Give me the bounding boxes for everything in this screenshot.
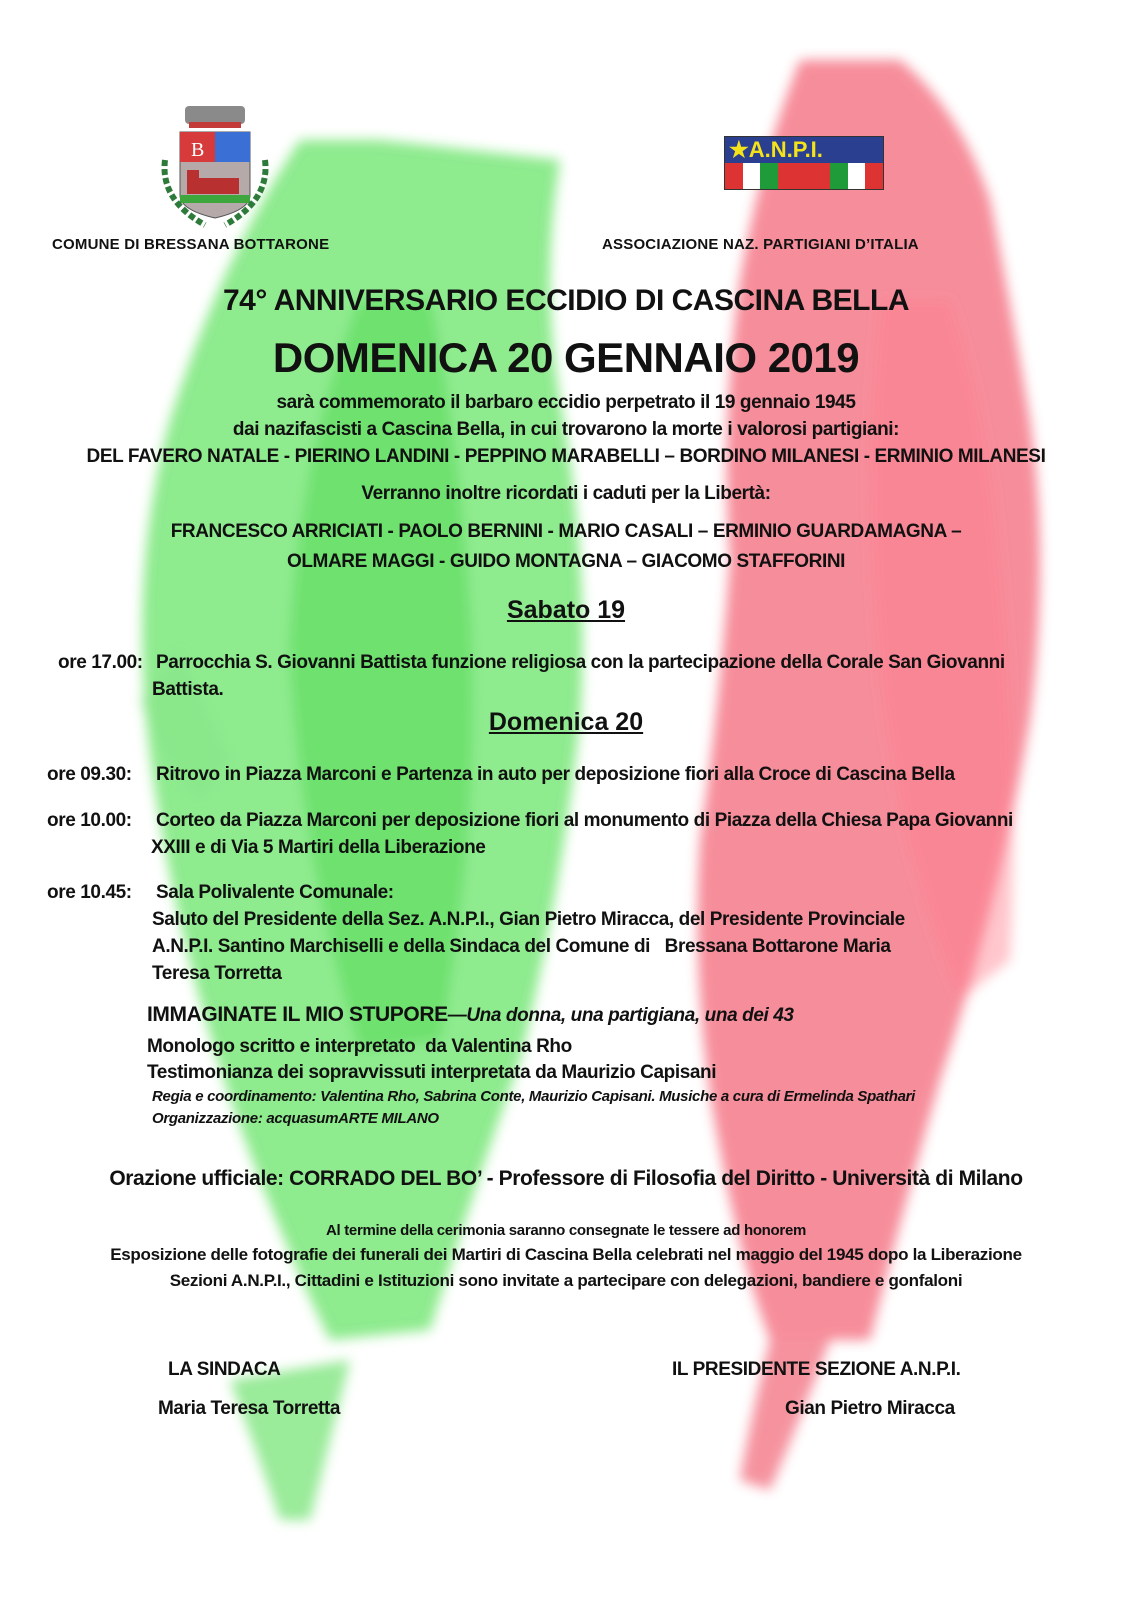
show-monologue: Monologo scritto e interpretato da Valentina Rho [147, 1036, 572, 1057]
signature-right-name: Gian Pietro Miracca [785, 1398, 955, 1419]
anniversary-title: 74° ANNIVERSARIO ECCIDIO DI CASCINA BELLA [222, 284, 909, 317]
comune-crest-logo [155, 100, 275, 230]
also-remembered: Verranno inoltre ricordati i caduti per la Libertà: [361, 483, 771, 504]
anpi-logo: ★A.N.P.I. [724, 136, 884, 190]
schedule-text: Teresa Torretta [152, 963, 282, 984]
show-organization: Organizzazione: acquasumARTE MILANO [152, 1110, 439, 1127]
saturday-heading: Sabato 19 [506, 596, 626, 624]
official-oration: Orazione ufficiale: CORRADO DEL BO’ - Professore di Filosofia del Diritto - Università di Milano [109, 1167, 1023, 1190]
schedule-time: ore 10.00: [47, 810, 132, 831]
schedule-text: Parrocchia S. Giovanni Battista funzione religiosa con la partecipazione della Corale San Giovanni [156, 652, 1005, 673]
schedule-item [47, 810, 1097, 864]
signature-right-title: IL PRESIDENTE SEZIONE A.N.P.I. [672, 1359, 961, 1380]
closing-line-1: Al termine della cerimonia saranno consegnate le tessere ad honorem [325, 1222, 807, 1239]
sunday-heading: Domenica 20 [488, 708, 644, 736]
show-testimony: Testimonianza dei sopravvissuti interpretata da Maurizio Capisani [147, 1062, 717, 1083]
show-credits: Regia e coordinamento: Valentina Rho, Sabrina Conte, Maurizio Capisani. Musiche a cura di Ermelinda Spathari [152, 1088, 916, 1105]
partisans-list: DEL FAVERO NATALE - PIERINO LANDINI - PEPPINO MARABELLI – BORDINO MILANESI - ERMINIO MILANESI [86, 446, 1046, 467]
schedule-text: A.N.P.I. Santino Marchiselli e della Sindaca del Comune di Bressana Bottarone Maria [152, 936, 891, 957]
schedule-text: XXIII e di Via 5 Martiri della Liberazione [151, 837, 486, 858]
schedule-text: Saluto del Presidente della Sez. A.N.P.I., Gian Pietro Miracca, del Presidente Provinciale [152, 909, 905, 930]
schedule-item [58, 652, 1078, 706]
intro-line-2: dai nazifascisti a Cascina Bella, in cui trovarono la morte i valorosi partigiani: [232, 419, 900, 440]
schedule-text: Sala Polivalente Comunale: [156, 882, 394, 903]
comune-name: COMUNE DI BRESSANA BOTTARONE [52, 236, 330, 253]
intro-line-1: sarà commemorato il barbaro eccidio perpetrato il 19 gennaio 1945 [276, 392, 856, 413]
event-date-title: DOMENICA 20 GENNAIO 2019 [272, 334, 860, 381]
signature-left-name: Maria Teresa Torretta [158, 1398, 341, 1419]
schedule-text: Battista. [152, 679, 224, 700]
show-title: IMMAGINATE IL MIO STUPORE [147, 1003, 448, 1026]
anpi-name: ASSOCIAZIONE NAZ. PARTIGIANI D’ITALIA [602, 236, 919, 253]
schedule-time: ore 17.00: [58, 652, 143, 673]
crest-letter: B [191, 139, 205, 161]
schedule-text: Ritrovo in Piazza Marconi e Partenza in auto per deposizione fiori alla Croce di Cascina Bella [156, 764, 955, 785]
closing-line-3: Sezioni A.N.P.I., Cittadini e Istituzioni sono invitate a partecipare con delegazioni, bandiere e gonfaloni [169, 1271, 963, 1290]
show-title-line [147, 1003, 794, 1027]
schedule-time: ore 09.30: [47, 764, 132, 785]
fallen-list-2: OLMARE MAGGI - GUIDO MONTAGNA – GIACOMO STAFFORINI [286, 551, 846, 572]
schedule-time: ore 10.45: [47, 882, 132, 903]
schedule-item [47, 882, 1097, 992]
crown-icon [185, 106, 245, 124]
star-icon: ★ [729, 137, 749, 162]
closing-line-2: Esposizione delle fotografie dei funerali dei Martiri di Cascina Bella celebrati nel maggio del 1945 dopo la Liberazione [110, 1245, 1022, 1264]
fallen-list-1: FRANCESCO ARRICIATI - PAOLO BERNINI - MARIO CASALI – ERMINIO GUARDAMAGNA – [170, 521, 962, 542]
signature-left-title: LA SINDACA [168, 1359, 281, 1380]
show-subtitle: —Una donna, una partigiana, una dei 43 [447, 1005, 794, 1026]
schedule-text: Corteo da Piazza Marconi per deposizione fiori al monumento di Piazza della Chiesa Papa Giovanni [156, 810, 1013, 831]
